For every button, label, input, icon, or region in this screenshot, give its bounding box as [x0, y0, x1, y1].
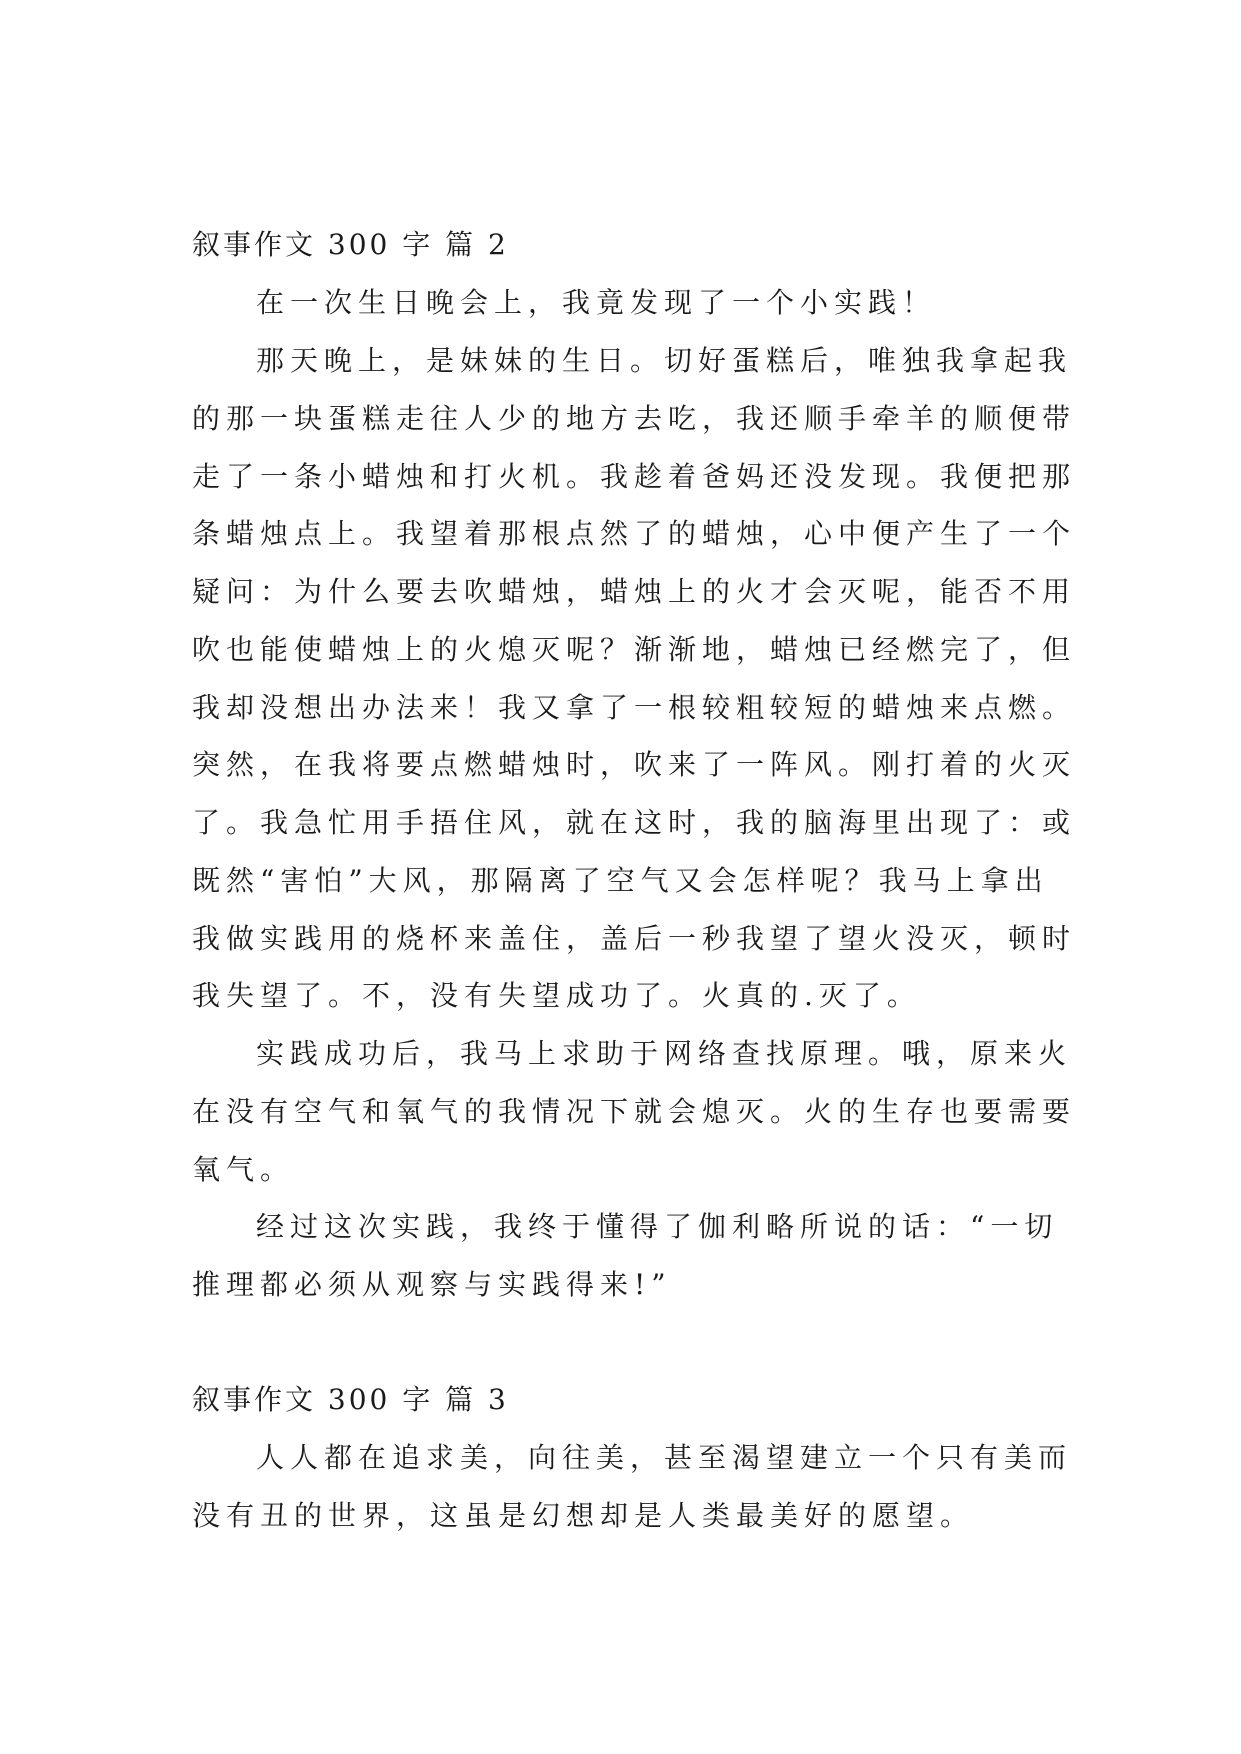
paragraph-line: 推理都必须从观察与实践得来!”	[192, 1268, 672, 1301]
paragraph-line: 我却没想出办法来！我又拿了一根较粗较短的蜡烛来点燃。	[192, 691, 1077, 724]
paragraph-line: 经过这次实践，我终于懂得了伽利略所说的话：“一切	[256, 1210, 1059, 1243]
paragraph-line: 人人都在追求美，向往美，甚至渴望建立一个只有美而	[256, 1441, 1073, 1474]
paragraph-line: 吹也能使蜡烛上的火熄灭呢？渐渐地，蜡烛已经燃完了，但	[192, 633, 1077, 666]
paragraph-line: 我做实践用的烧杯来盖住，盖后一秒我望了望火没灭，顿时	[192, 922, 1077, 955]
paragraph-line: 实践成功后，我马上求助于网络查找原理。哦，原来火	[256, 1037, 1073, 1070]
section-heading: 叙事作文 300 字 篇 2	[192, 228, 509, 261]
paragraph-line: 既然“害怕”大风，那隔离了空气又会怎样呢？我马上拿出	[192, 864, 1049, 897]
paragraph-line: 走了一条小蜡烛和打火机。我趁着爸妈还没发现。我便把那	[192, 460, 1077, 493]
paragraph-line: 氧气。	[192, 1153, 295, 1186]
paragraph-line: 条蜡烛点上。我望着那根点然了的蜡烛，心中便产生了一个	[192, 517, 1077, 550]
section-heading: 叙事作文 300 字 篇 3	[192, 1383, 509, 1416]
paragraph-line: 在一次生日晚会上，我竟发现了一个小实践！	[256, 286, 937, 319]
paragraph-line: 我失望了。不，没有失望成功了。火真的.灭了。	[192, 979, 921, 1012]
paragraph-line: 在没有空气和氧气的我情况下就会熄灭。火的生存也要需要	[192, 1095, 1077, 1128]
paragraph-line: 疑问：为什么要去吹蜡烛，蜡烛上的火才会灭呢，能否不用	[192, 575, 1077, 608]
paragraph-line: 没有丑的世界，这虽是幻想却是人类最美好的愿望。	[192, 1499, 975, 1532]
paragraph-line: 的那一块蛋糕走往人少的地方去吃，我还顺手牵羊的顺便带	[192, 402, 1077, 435]
paragraph-line: 突然，在我将要点燃蜡烛时，吹来了一阵风。刚打着的火灭	[192, 748, 1077, 781]
paragraph-line: 了。我急忙用手捂住风，就在这时，我的脑海里出现了：或	[192, 806, 1077, 839]
paragraph-line: 那天晚上，是妹妹的生日。切好蛋糕后，唯独我拿起我	[256, 344, 1073, 377]
